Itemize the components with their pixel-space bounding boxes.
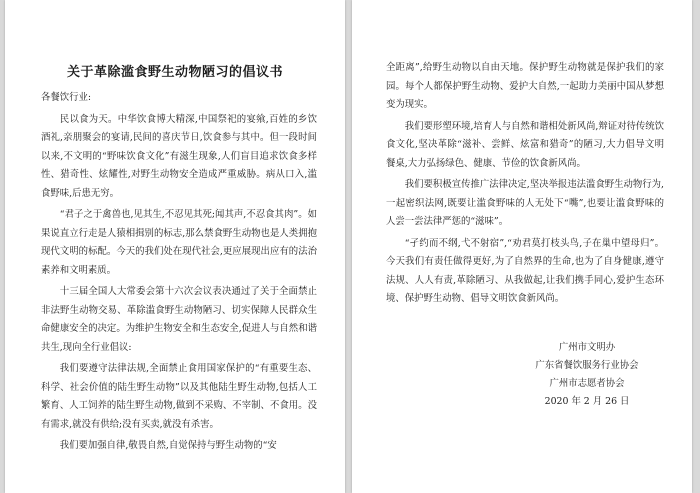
paragraph: 我们要形塑环境,培育人与自然和谐相处新风尚,辩证对待传统饮食文化,坚决革除“滋补、尝鲜、炫富和猎奇”的陋习,大力倡导文明餐桌,大力弘扬绿色、健康、节俭的饮食新风尚。 [386,120,664,169]
signatory: 广州市志愿者协会 [549,378,625,389]
paragraph: “君子之于禽兽也,见其生,不忍见其死;闻其声,不忍食其肉”。如果说直立行走是人猿相揖别的标志,那么禁食野生动物也是人类拥抱现代文明的标配。今天的我们处在现代社会,更应展现出应有的法治素养和文明素质。 [41,209,317,276]
paragraph: “孑约而不纲,弋不射宿”,“劝君莫打枝头鸟,子在巢中望母归”。今天我们有责任做得更好,为了自然界的生命,也为了自身健康,遵守法规、人人有责,革除陋习、从我做起,让我们携手同心,爱护生态环境、保护野生动物、倡导文明饮食新风尚。 [386,237,664,304]
left-page-body [41,89,317,459]
signature-block [522,339,652,411]
signature-date: 2020 年 2 月 26 日 [544,396,630,407]
document-page-right [352,0,692,493]
signatory: 广东省餐饮服务行业协会 [535,360,639,371]
paragraph: 我们要积极宣传推广法律决定,坚决举报违法滥食野生动物行为,一起密织法网,既要让滥食野味的人无处下“嘴”,也要让滥食野味的人尝一尝法律严惩的“滋味”。 [386,179,664,227]
right-page-body [386,59,664,312]
paragraph: 我们要加强自律,敬畏自然,自觉保持与野生动物的“安 [59,440,277,451]
signatory: 广州市文明办 [558,342,616,353]
paragraph-continued: 全距离”,给野生动物以自由天地。保护野生动物就是保护我们的家园。每个人都保护野生动物、爱护大自然,一起助力美丽中国从梦想变为现实。 [386,62,664,110]
salutation: 各餐饮行业: [41,92,92,103]
document-page-left [5,0,345,493]
document-title: 关于革除滥食野生动物陋习的倡议书 [66,65,283,80]
paragraph: 我们要遵守法律法规,全面禁止食用国家保护的“有重要生态、科学、社会价值的陆生野生动物”以及其他陆生野生动物,包括人工繁育、人工饲养的陆生野生动物,做到不采购、不宰制、不食用。没有需求,就没有供给;没有买卖,就没有杀害。 [41,363,317,430]
paragraph: 民以食为天。中华饮食博大精深,中国祭祀的宴飨,百姓的乡饮酒礼,亲朋聚会的宴请,民间的喜庆节日,饮食参与其中。但一段时间以来,不文明的“野味饮食文化”有滋生现象,人们盲目追求饮食多样性、猎奇性、炫耀性,对野生动物安全造成严重威胁。病从口入,滥食野味,后患无穷。 [41,113,317,199]
paragraph: 十三届全国人大常委会第十六次会议表决通过了关于全面禁止非法野生动物交易、革除滥食野生动物陋习、切实保障人民群众生命健康安全的决定。为维护生物安全和生态安全,促进人与自然和谐共生,现向全行业倡议: [41,286,317,353]
